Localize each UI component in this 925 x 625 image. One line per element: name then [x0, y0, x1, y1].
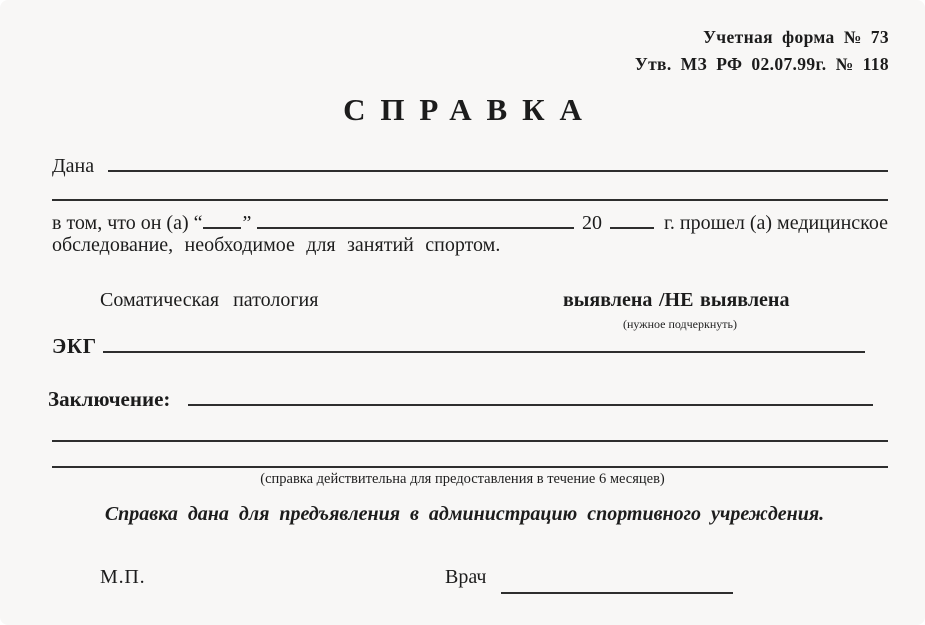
conclusion-continuation-line-1	[52, 440, 888, 442]
somatic-result: выявлена /НЕ выявлена	[563, 289, 790, 311]
somatic-row	[0, 288, 925, 314]
form-number: Учетная форма № 73	[703, 27, 889, 47]
issued-to-label: Дана	[52, 155, 95, 177]
stamp-placeholder-label: М.П.	[100, 566, 146, 588]
somatic-label: Соматическая патология	[100, 289, 319, 311]
purpose-statement: Справка дана для предъявления в администрацию спортивного учреждения.	[104, 503, 825, 525]
statement-row	[52, 207, 888, 236]
statement-prefix: в том, что он (а) “	[52, 212, 203, 234]
statement-line2: обследование, необходимое для занятий спортом.	[52, 234, 501, 256]
day-blank-line	[203, 207, 241, 229]
ekg-label: ЭКГ	[52, 334, 97, 358]
underline-applicable-note: (нужное подчеркнуть)	[623, 317, 737, 331]
form-meta	[635, 24, 889, 78]
conclusion-continuation-line-2	[52, 466, 888, 468]
conclusion-row	[48, 387, 873, 412]
doctor-signature-blank-line	[501, 568, 733, 594]
ekg-row	[52, 334, 865, 359]
ekg-blank-line	[103, 335, 865, 353]
conclusion-label: Заключение:	[48, 387, 171, 411]
issued-to-blank-line	[108, 150, 888, 172]
issued-to-row	[52, 150, 888, 179]
form-approval: Утв. МЗ РФ 02.07.99г. № 118	[634, 54, 889, 75]
statement-close-quote: ”	[242, 212, 252, 234]
year-blank-line	[610, 207, 654, 229]
issued-to-continuation-line	[52, 199, 888, 201]
validity-note: (справка действительна для предоставления в течение 6 месяцев)	[260, 471, 665, 487]
title-row	[0, 92, 925, 128]
conclusion-blank-line	[188, 388, 873, 406]
footer-row	[0, 566, 925, 594]
year-prefix: 20	[581, 212, 602, 234]
page-title: СПРАВКА	[343, 92, 597, 127]
doctor-label: Врач	[445, 566, 487, 588]
month-blank-line	[257, 207, 574, 229]
statement-suffix: г. прошел (а) медицинское	[663, 212, 888, 234]
